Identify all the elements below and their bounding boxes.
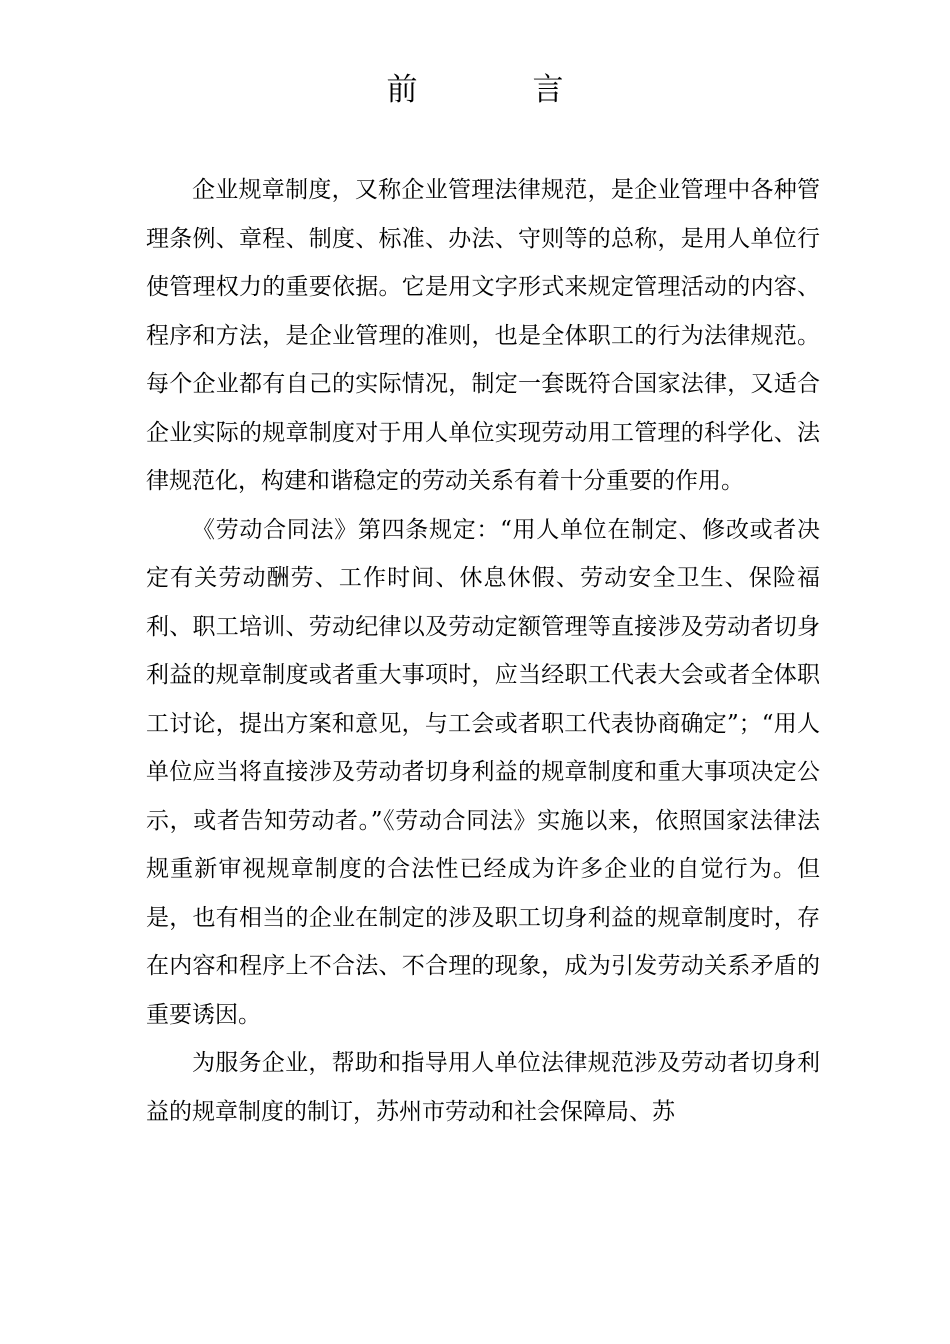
page-title: 前 言 [386,72,606,108]
paragraph: 企业规章制度，又称企业管理法律规范，是企业管理中各种管理条例、章程、制度、标准、办法、守则等的总称，是用人单位行使管理权力的重要依据。它是用文字形式来规定管理活动的内容、程序和方法，是企业管理的准则，也是全体职工的行为法律规范。每个企业都有自己的实际情况，制定一套既符合国家法律，又适合企业实际的规章制度对于用人单位实现劳动用工管理的科学化、法律规范化，构建和谐稳定的劳动关系有着十分重要的作用。 [146,177,820,494]
paragraph: 《劳动合同法》第四条规定：“用人单位在制定、修改或者决定有关劳动酬劳、工作时间、休息休假、劳动安全卫生、保险福利、职工培训、劳动纪律以及劳动定额管理等直接涉及劳动者切身利益的规章制度或者重大事项时，应当经职工代表大会或者全体职工讨论，提出方案和意见，与工会或者职工代表协商确定”；“用人单位应当将直接涉及劳动者切身利益的规章制度和重大事项决定公示，或者告知劳动者。”《劳动合同法》实施以来，依照国家法律法规重新审视规章制度的合法性已经成为许多企业的自觉行为。但是，也有相当的企业在制定的涉及职工切身利益的规章制度时，存在内容和程序上不合法、不合理的现象，成为引发劳动关系矛盾的重要诱因。 [146,516,820,1028]
document-body [146,166,820,1136]
paragraph: 为服务企业，帮助和指导用人单位法律规范涉及劳动者切身利益的规章制度的制订，苏州市劳动和社会保障局、苏 [146,1050,820,1125]
